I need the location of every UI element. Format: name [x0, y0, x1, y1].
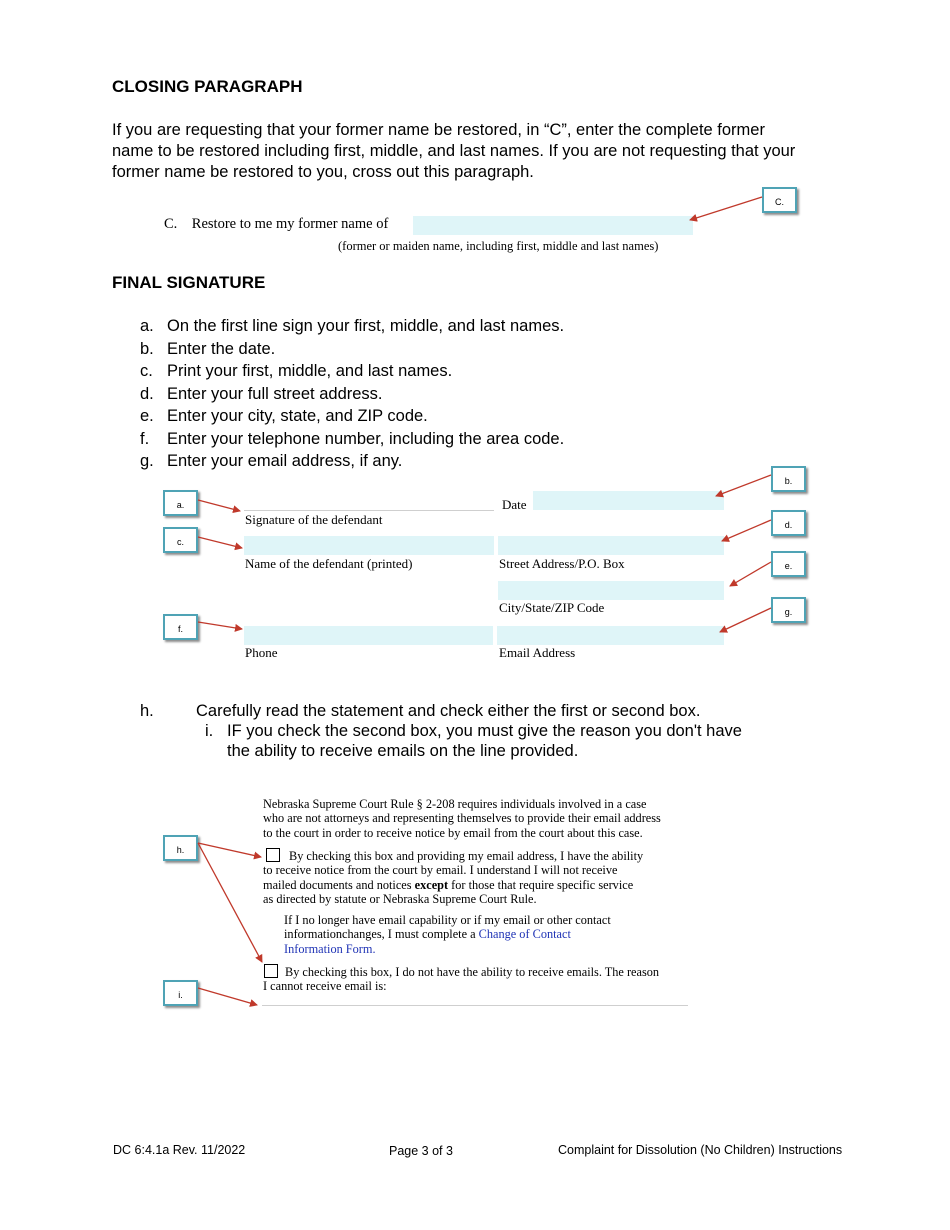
box2-line: By checking this box, I do not have the ability to receive emails. The reason: [285, 965, 660, 979]
list-item: Enter your full street address.: [167, 384, 383, 403]
h-letter: h.: [140, 702, 154, 720]
box1-text: for those that require specific service: [448, 877, 634, 892]
callout-i: i.: [163, 980, 198, 1006]
email-label: Email Address: [499, 645, 576, 660]
arrow-d: [722, 520, 771, 541]
contact-text: informationchanges, I must complete a: [284, 927, 479, 942]
box1-line: to receive notice from the court by email. I understand I will not receive: [263, 863, 618, 878]
rule-line: who are not attorneys and representing themselves to provide their email address: [263, 811, 661, 826]
list-letter: c.: [140, 362, 153, 380]
footer-form-id: DC 6:4.1a Rev. 11/2022: [113, 1143, 246, 1157]
list-item: Enter the date.: [167, 339, 276, 358]
arrow-c: [198, 537, 242, 548]
list-letter: g.: [140, 452, 154, 470]
box1-text: mailed documents and notices: [263, 877, 415, 892]
h-instruction: Carefully read the statement and check either the first or second box.: [196, 702, 701, 720]
former-name-caption: (former or maiden name, including first, middle and last names): [338, 239, 659, 253]
callout-c: c.: [163, 527, 198, 553]
arrow-f: [198, 622, 242, 629]
list-item: Enter your telephone number, including the area code.: [167, 429, 565, 448]
date-label: Date: [502, 497, 527, 512]
callout-f: f.: [163, 614, 198, 640]
list-item: Print your first, middle, and last names.: [167, 362, 453, 380]
list-letter: b.: [140, 339, 154, 358]
list-letter: e.: [140, 407, 154, 425]
list-item: Enter your email address, if any.: [167, 452, 403, 470]
callout-h: h.: [163, 835, 198, 861]
final-signature-heading: FINAL SIGNATURE: [112, 273, 266, 292]
arrow-e: [730, 562, 771, 586]
arrow-g: [720, 608, 771, 632]
restore-name-label: C. Restore to me my former name of: [164, 216, 389, 232]
footer-title: Complaint for Dissolution (No Children) Instructions: [558, 1143, 843, 1157]
arrow-a: [198, 500, 240, 511]
box1-line: as directed by statute or Nebraska Supreme Court Rule.: [263, 891, 537, 906]
contact-line: If I no longer have email capability or if my email or other contact: [284, 913, 611, 927]
box1-line: By checking this box and providing my email address, I have the ability: [289, 849, 644, 863]
box1-except: except: [414, 877, 449, 892]
closing-heading: CLOSING PARAGRAPH: [112, 77, 303, 96]
printed-name-label: Name of the defendant (printed): [245, 556, 413, 571]
arrow-i: [198, 988, 257, 1005]
arrow-b: [716, 475, 771, 496]
information-form-link[interactable]: Information Form.: [284, 941, 376, 956]
street-address-label: Street Address/P.O. Box: [499, 556, 625, 571]
list-letter: f.: [140, 429, 150, 448]
footer-page-number: Page 3 of 3: [389, 1144, 453, 1158]
phone-label: Phone: [245, 645, 278, 660]
callout-d: d.: [771, 510, 806, 536]
callout-b: b.: [771, 466, 806, 492]
box2-line: I cannot receive email is:: [263, 979, 387, 994]
list-letter: d.: [140, 384, 154, 403]
i-instruction-line2: the ability to receive emails on the line provided.: [227, 742, 579, 760]
city-state-zip-label: City/State/ZIP Code: [499, 600, 605, 615]
list-item: Enter your city, state, and ZIP code.: [167, 407, 428, 425]
callout-a: a.: [163, 490, 198, 516]
rule-line: Nebraska Supreme Court Rule § 2-208 requires individuals involved in a case: [263, 797, 647, 811]
arrow-h-1: [198, 843, 261, 857]
rule-line: to the court in order to receive notice by email from the court about this case.: [263, 825, 643, 840]
arrow-c-top: [690, 197, 762, 220]
change-of-contact-link[interactable]: Change of Contact: [478, 927, 571, 942]
callout-e: e.: [771, 551, 806, 577]
callout-c-top: C.: [762, 187, 797, 213]
closing-instructions: If you are requesting that your former name be restored, in “C”, enter the complete former name to be restored including first, middle, and last names. If you are not requesting that your former name be restored to you, cross out this paragraph.: [112, 121, 796, 181]
list-item: On the first line sign your first, middle, and last names.: [167, 317, 565, 335]
list-letter: a.: [140, 317, 154, 335]
arrow-h-2: [198, 843, 262, 962]
callout-g: g.: [771, 597, 806, 623]
i-letter: i.: [205, 722, 214, 740]
i-instruction-line1: IF you check the second box, you must give the reason you don't have: [227, 722, 742, 740]
signature-label: Signature of the defendant: [245, 512, 383, 527]
